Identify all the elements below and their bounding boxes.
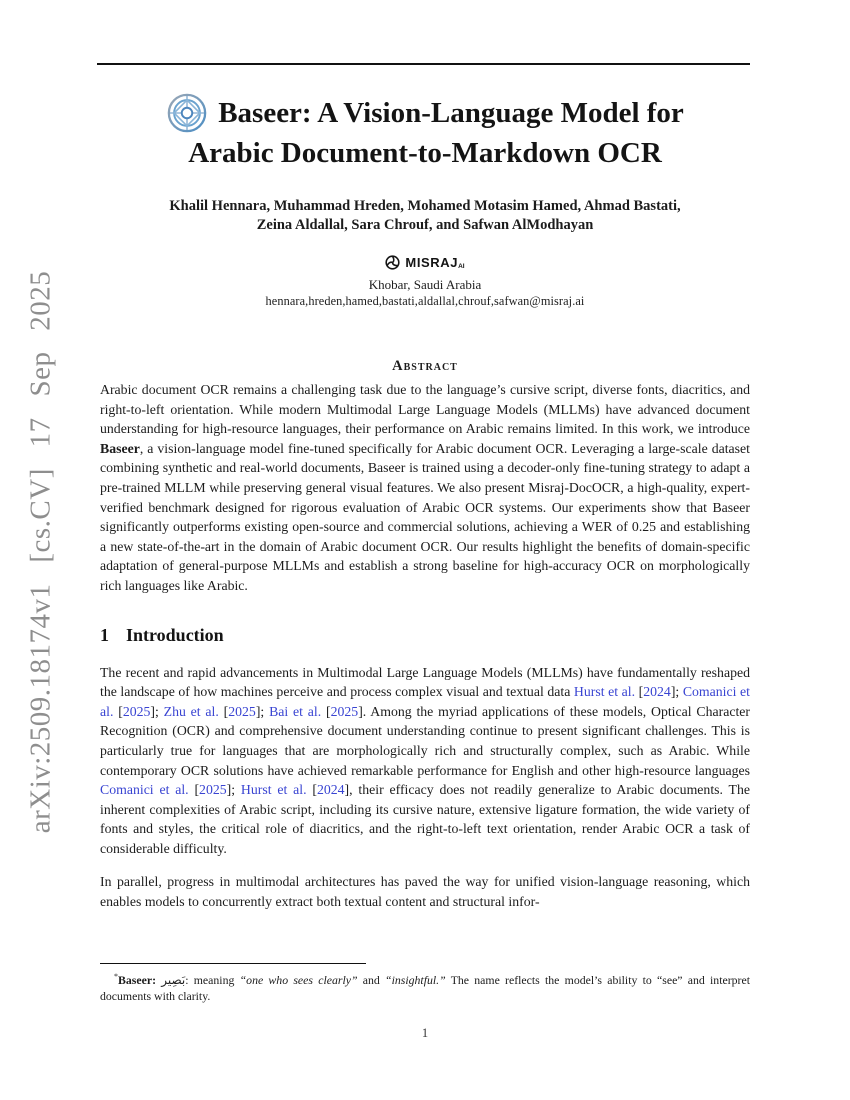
misraj-logo-icon	[385, 255, 400, 270]
title-line-1	[100, 92, 750, 134]
body-text: ]. Among the myriad applications of these models, Optical Character Recognition (OCR) and comprehensive document understanding continue to present significant challenges. This is particularly true for languages that are morphologically rich and structurally complex, such as Arabic. While contemporary OCR solutions have achieved remarkable performance for English and other high-resource languages	[100, 703, 751, 778]
body-text: In parallel, progress in multimodal architectures has paved the way for unified vision-language reasoning, which enables models to concurrently extract both textual content and structural infor-	[100, 874, 750, 910]
citation-link[interactable]: 2025	[330, 703, 359, 719]
baseer-logo-icon	[166, 92, 208, 134]
abstract-heading: Abstract	[392, 358, 458, 374]
footnote-block	[100, 963, 750, 1016]
intro-paragraph-1	[100, 663, 750, 859]
body-text: and	[357, 972, 386, 987]
italic-text: “insightful.”	[385, 972, 446, 987]
bold-text: Baseer	[100, 440, 140, 456]
intro-paragraph-2	[100, 872, 750, 911]
section-number: 1	[100, 624, 109, 645]
arxiv-watermark: arXiv:2509.18174v1 [cs.CV] 17 Sep 2025	[24, 270, 57, 834]
section-heading-introduction	[100, 625, 750, 646]
body-text: ];	[255, 703, 270, 719]
footnote-text	[100, 969, 750, 1005]
body-text: [	[188, 782, 200, 798]
body-text: Arabic document OCR remains a challenging task due to the language’s cursive script, diverse fonts, diacritics, and right-to-left orientation. While modern Multimodal Large Language Models (MLLMs) have advanced document understanding for high-resource languages, their performance on Arabic remains limited. In this work, we introduce	[100, 382, 750, 437]
body-text: ];	[670, 684, 683, 700]
bold-text: Baseer:	[118, 972, 156, 987]
title-text-line1: Baseer: A Vision-Language Model for	[218, 97, 684, 129]
body-text: [	[321, 703, 331, 719]
body-text: The name reflects the model’s ability to “see” and interpret documents with clarity.	[100, 972, 750, 1003]
body-text: ];	[226, 782, 241, 798]
page-content	[100, 0, 750, 912]
citation-link[interactable]: 2024	[643, 684, 671, 700]
citation-link[interactable]: Zhu et al.	[163, 703, 219, 719]
authors-line1: Khalil Hennara, Muhammad Hreden, Mohamed Motasim Hamed, Ahmad Bastati,	[169, 198, 681, 214]
org-logo	[100, 255, 750, 270]
body-text: [	[218, 703, 229, 719]
citation-link[interactable]: Hurst et al.	[240, 782, 307, 798]
org-ai-suffix: AI	[458, 263, 465, 270]
section-title: Introduction	[126, 624, 224, 645]
footnote-marker: *	[114, 972, 118, 981]
citation-link[interactable]: 2025	[199, 782, 227, 798]
page-number: 1	[421, 1026, 429, 1040]
title-text-line2: Arabic Document-to-Markdown OCR	[188, 137, 662, 169]
author-list	[100, 197, 750, 235]
abstract-text	[100, 380, 750, 596]
authors-line2: Zeina Aldallal, Sara Chrouf, and Safwan AlModhayan	[256, 217, 594, 233]
page-title	[100, 92, 750, 172]
citation-link[interactable]: Comanici et al.	[100, 684, 750, 719]
arabic-text: بَصِير	[161, 972, 186, 987]
citation-link[interactable]: 2024	[316, 782, 345, 798]
body-text: [	[306, 782, 317, 798]
org-name: MISRAJAI	[405, 255, 465, 270]
citation-link[interactable]: 2025	[122, 703, 151, 719]
body-text: ];	[150, 703, 164, 719]
footnote-rule	[100, 963, 366, 964]
citation-link[interactable]: Comanici et al.	[100, 782, 189, 798]
italic-text: “one who sees clearly”	[239, 972, 358, 987]
author-emails: hennara,hreden,hamed,bastati,aldallal,chrouf,safwan@misraj.ai	[265, 294, 585, 308]
affiliation-location: Khobar, Saudi Arabia	[368, 277, 482, 292]
body-text: The recent and rapid advancements in Multimodal Large Language Models (MLLMs) have fundamentally reshaped the landscape of how machines perceive and process complex visual and textual data	[100, 664, 750, 700]
citation-link[interactable]: 2025	[228, 703, 256, 719]
body-text: : meaning	[185, 972, 240, 987]
citation-link[interactable]: Bai et al.	[269, 703, 322, 719]
body-text: [	[635, 684, 644, 700]
citation-link[interactable]: Hurst et al.	[573, 684, 636, 700]
body-text: , a vision-language model fine-tuned specifically for Arabic document OCR. Leveraging a large-scale dataset combining synthetic and real-world documents, Baseer is trained using a decoder-only fine-tuning strategy to adapt a pre-trained MLLM while preserving general visual features. We also present Misraj-DocOCR, a high-quality, expert-verified benchmark designed for rigorous evaluation of Arabic OCR systems. Our experiments show that Baseer significantly outperforms existing open-source and commercial solutions, achieving a WER of 0.25 and establishing a new state-of-the-art in the domain of Arabic document OCR. Our results highlight the benefits of domain-specific adaptation of general-purpose MLLMs and establish a strong baseline for high-accuracy OCR on morphologically rich languages like Arabic.	[100, 440, 750, 593]
body-text: [	[113, 703, 123, 719]
body-text: ], their efficacy does not readily generalize to Arabic documents. The inherent complexities of Arabic script, including its cursive nature, extensive ligature formation, the wide variety of fonts and styles, the critical role of diacritics, and the right-to-left text orientation, render Arabic OCR a task of considerable difficulty.	[100, 782, 750, 856]
